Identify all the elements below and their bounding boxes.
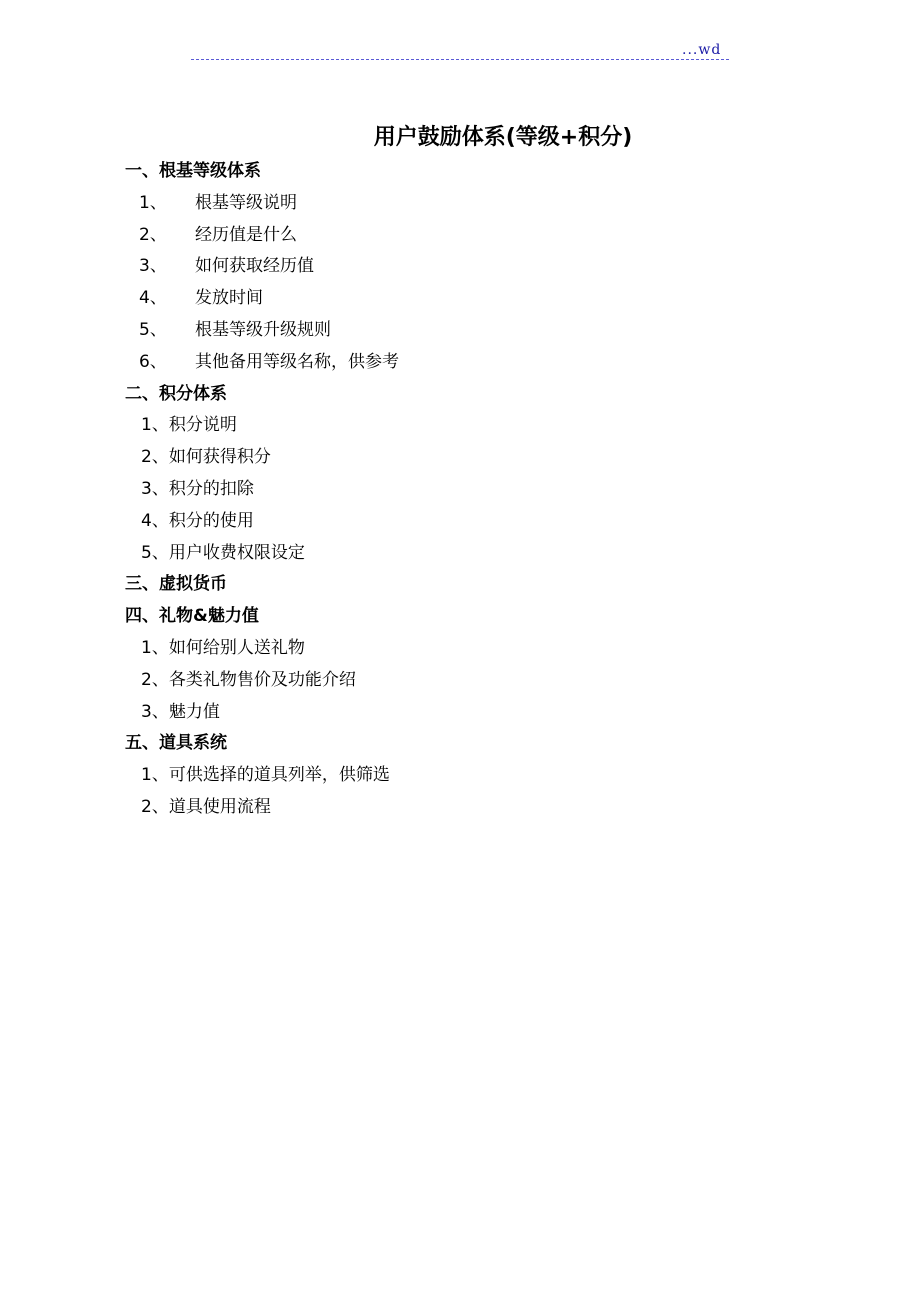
section-heading: 四、礼物&魅力值 [125, 606, 259, 627]
item-text: 道具使用流程 [168, 796, 271, 817]
list-item [125, 506, 399, 538]
section-heading: 二、积分体系 [125, 383, 227, 404]
section-heading: 五、道具系统 [125, 733, 227, 754]
list-item [125, 792, 399, 824]
list-item [125, 697, 399, 729]
outline [125, 156, 399, 824]
item-number: 1、 [139, 192, 167, 213]
section-heading: 一、根基等级体系 [125, 161, 261, 181]
item-text: 用户收费权限设定 [168, 542, 305, 563]
item-number: 2、 [141, 669, 169, 690]
item-text: 根基等级说明 [195, 192, 297, 213]
section-heading: 三、虚拟货币 [125, 574, 227, 595]
list-item [125, 442, 399, 474]
item-text: 积分的扣除 [168, 478, 254, 499]
item-text: 各类礼物售价及功能介绍 [168, 669, 356, 690]
list-item [125, 760, 399, 792]
item-number: 4、 [141, 510, 169, 531]
item-text: 可供选择的道具列举，供筛选 [168, 765, 390, 786]
list-item [125, 410, 399, 442]
item-number: 4、 [139, 288, 167, 309]
list-item [125, 665, 399, 697]
list-item [125, 633, 399, 665]
item-text: 其他备用等级名称，供参考 [195, 351, 399, 372]
list-item [125, 283, 399, 315]
list-item [125, 188, 399, 220]
item-number: 5、 [141, 542, 169, 563]
item-number: 1、 [141, 637, 169, 658]
list-item [125, 251, 399, 283]
item-text: 根基等级升级规则 [195, 319, 331, 340]
list-item [125, 220, 399, 252]
item-text: 如何给别人送礼物 [168, 637, 305, 658]
header-mark: ...wd [682, 42, 722, 58]
item-number: 2、 [139, 224, 167, 245]
item-number: 2、 [141, 796, 169, 817]
document-title: 用户鼓励体系(等级+积分) [373, 125, 633, 150]
item-number: 3、 [139, 256, 167, 277]
list-item [125, 347, 399, 379]
list-item [125, 538, 399, 570]
item-number: 6、 [139, 351, 167, 372]
item-text: 如何获取经历值 [195, 256, 314, 277]
item-number: 2、 [141, 447, 169, 468]
item-text: 如何获得积分 [168, 447, 271, 468]
item-number: 1、 [141, 415, 169, 436]
item-number: 1、 [141, 765, 169, 786]
header-divider [191, 59, 729, 60]
list-item [125, 474, 399, 506]
item-number: 3、 [141, 701, 169, 722]
list-item [125, 315, 399, 347]
item-text: 魅力值 [168, 701, 220, 722]
item-text: 积分的使用 [168, 510, 254, 531]
item-number: 3、 [141, 478, 169, 499]
item-text: 经历值是什么 [195, 224, 297, 245]
item-text: 积分说明 [168, 415, 237, 436]
item-number: 5、 [139, 319, 167, 340]
item-text: 发放时间 [195, 288, 263, 309]
